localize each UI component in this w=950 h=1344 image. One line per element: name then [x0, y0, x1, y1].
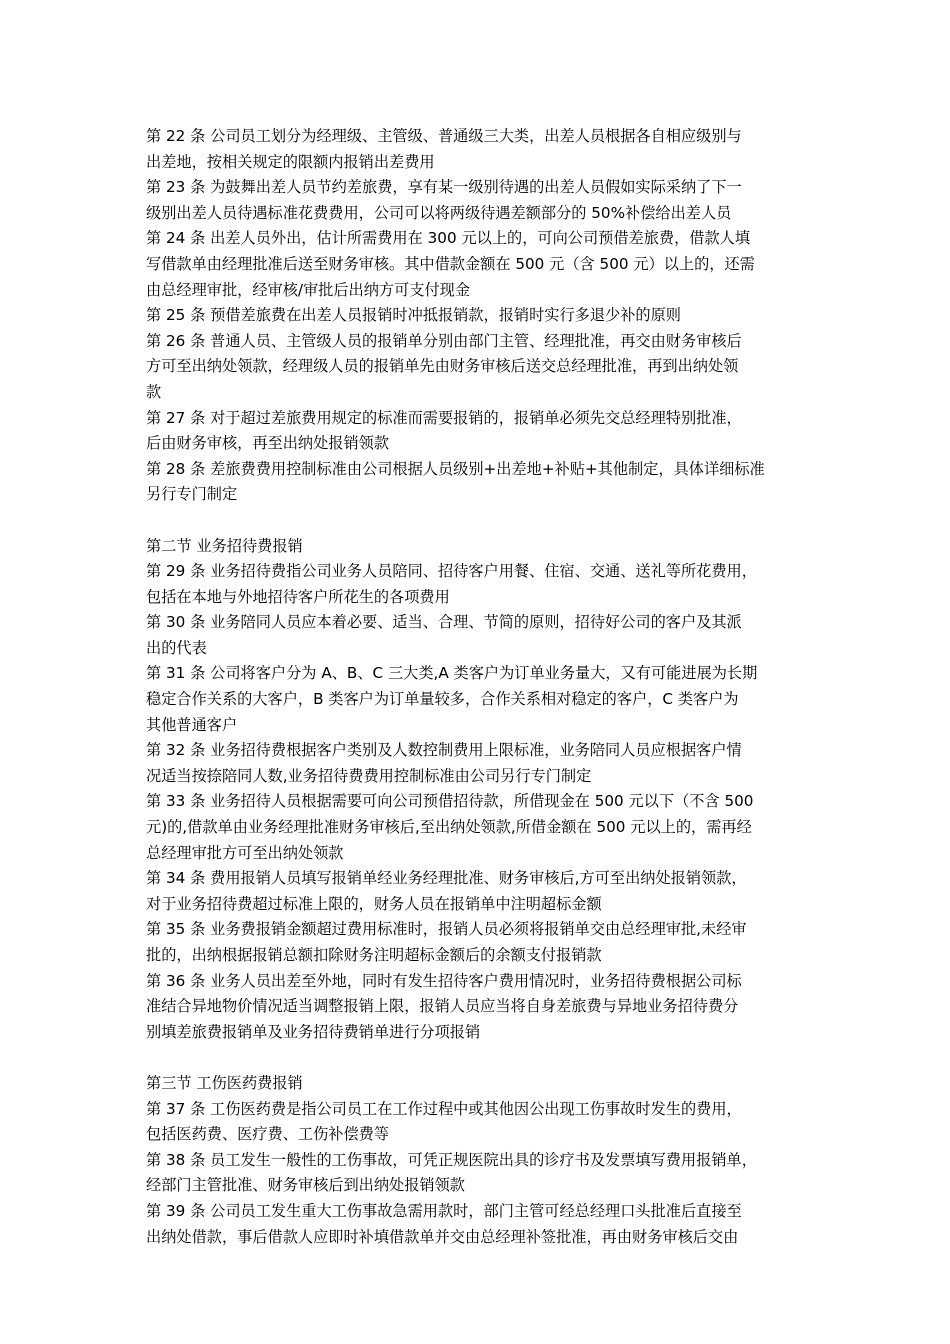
- text-line: 出的代表: [146, 638, 207, 657]
- text-line: 第 22 条 公司员工划分为经理级、主管级、普通级三大类，出差人员根据各自相应级别与: [146, 127, 742, 145]
- text-line: 第 32 条 业务招待费根据客户类别及人数控制费用上限标准，业务陪同人员应根据客户情: [146, 741, 742, 760]
- text-line: 况适当按捺陪同人数,业务招待费费用控制标准由公司另行专门制定: [146, 766, 592, 785]
- text-line: 元)的,借款单由业务经理批准财务审核后,至出纳处领款,所借金额在 500 元以上的，需再经: [146, 818, 752, 837]
- text-line: 第 39 条 公司员工发生重大工伤事故急需用款时，部门主管可经总经理口头批准后直接至: [146, 1201, 742, 1220]
- text-line: 方可至出纳处领款，经理级人员的报销单先由财务审核后送交总经理批准，再到出纳处领: [146, 357, 739, 376]
- text-line: 准结合异地物价情况适当调整报销上限，报销人员应当将自身差旅费与异地业务招待费分: [146, 997, 739, 1016]
- text-line: 第 23 条 为鼓舞出差人员节约差旅费，享有某一级别待遇的出差人员假如实际采纳了下一: [146, 178, 742, 197]
- text-line: 第 29 条 业务招待费指公司业务人员陪同、招待客户用餐、住宿、交通、送礼等所花费用，: [146, 562, 757, 581]
- section-heading: 第三节 工伤医药费报销: [146, 1073, 303, 1092]
- section-heading: 第二节 业务招待费报销: [146, 536, 303, 555]
- text-line: 第 24 条 出差人员外出，估计所需费用在 300 元以上的，可向公司预借差旅费，借款人填: [146, 229, 751, 248]
- text-line: 包括在本地与外地招待客户所花生的各项费用: [146, 587, 450, 606]
- text-line: 第 26 条 普通人员、主管级人员的报销单分别由部门主管、经理批准，再交由财务审核后: [146, 331, 742, 350]
- text-line: 级别出差人员待遇标准花费费用，公司可以将两级待遇差额部分的 50%补偿给出差人员: [146, 203, 732, 222]
- text-line: 别填差旅费报销单及业务招待费销单进行分项报销: [146, 1022, 481, 1041]
- text-line: 总经理审批方可至出纳处领款: [146, 843, 344, 862]
- text-line: 第 35 条 业务费报销金额超过费用标准时，报销人员必须将报销单交由总经理审批,未经审: [146, 920, 747, 939]
- text-line: 出差地，按相关规定的限额内报销出差费用: [146, 152, 435, 171]
- text-line: 后由财务审核，再至出纳处报销领款: [146, 434, 389, 453]
- text-line: 第 38 条 员工发生一般性的工伤事故，可凭正规医院出具的诊疗书及发票填写费用报销单，: [146, 1150, 757, 1169]
- text-line: 对于业务招待费超过标准上限的，财务人员在报销单中注明超标金额: [146, 894, 602, 913]
- text-line: 写借款单由经理批准后送至财务审核。其中借款金额在 500 元（含 500 元）以上的，还需: [146, 254, 755, 273]
- text-line: 其他普通客户: [146, 715, 238, 734]
- document-body: [146, 124, 814, 1250]
- text-line: 款: [146, 382, 162, 401]
- text-line: 第 33 条 业务招待人员根据需要可向公司预借招待款，所借现金在 500 元以下（不含 500: [146, 792, 754, 811]
- blank-line: [146, 508, 814, 534]
- text-line: 第 34 条 费用报销人员填写报销单经业务经理批准、财务审核后,方可至出纳处报销领款，: [146, 869, 747, 888]
- text-line: 第 31 条 公司将客户分为 A、B、C 三大类,A 类客户为订单业务量大，又有可能进展为长期: [146, 664, 758, 683]
- text-line: 第 27 条 对于超过差旅费用规定的标准而需要报销的，报销单必须先交总经理特别批准，: [146, 408, 742, 427]
- text-line: 稳定合作关系的大客户，B 类客户为订单量较多，合作关系相对稳定的客户，C 类客户为: [146, 690, 739, 709]
- text-line: 包括医药费、医疗费、工伤补偿费等: [146, 1125, 389, 1144]
- text-line: 由总经理审批，经审核/审批后出纳方可支付现金: [146, 280, 471, 299]
- text-line: 第 25 条 预借差旅费在出差人员报销时冲抵报销款，报销时实行多退少补的原则: [146, 306, 681, 325]
- text-line: 第 36 条 业务人员出差至外地，同时有发生招待客户费用情况时，业务招待费根据公司标: [146, 971, 742, 990]
- text-line: 第 37 条 工伤医药费是指公司员工在工作过程中或其他因公出现工伤事故时发生的费用，: [146, 1099, 742, 1118]
- text-line: 批的，出纳根据报销总额扣除财务注明超标金额后的余额支付报销款: [146, 946, 602, 964]
- text-line: 经部门主管批准、财务审核后到出纳处报销领款: [146, 1176, 465, 1195]
- text-line: 出纳处借款，事后借款人应即时补填借款单并交由总经理补签批准，再由财务审核后交由: [146, 1227, 739, 1246]
- blank-line: [146, 1045, 814, 1071]
- text-line: 另行专门制定: [146, 485, 238, 504]
- text-line: 第 28 条 差旅费费用控制标准由公司根据人员级别+出差地+补贴+其他制定，具体详细标准: [146, 459, 765, 478]
- text-line: 第 30 条 业务陪同人员应本着必要、适当、合理、节简的原则，招待好公司的客户及其派: [146, 613, 742, 632]
